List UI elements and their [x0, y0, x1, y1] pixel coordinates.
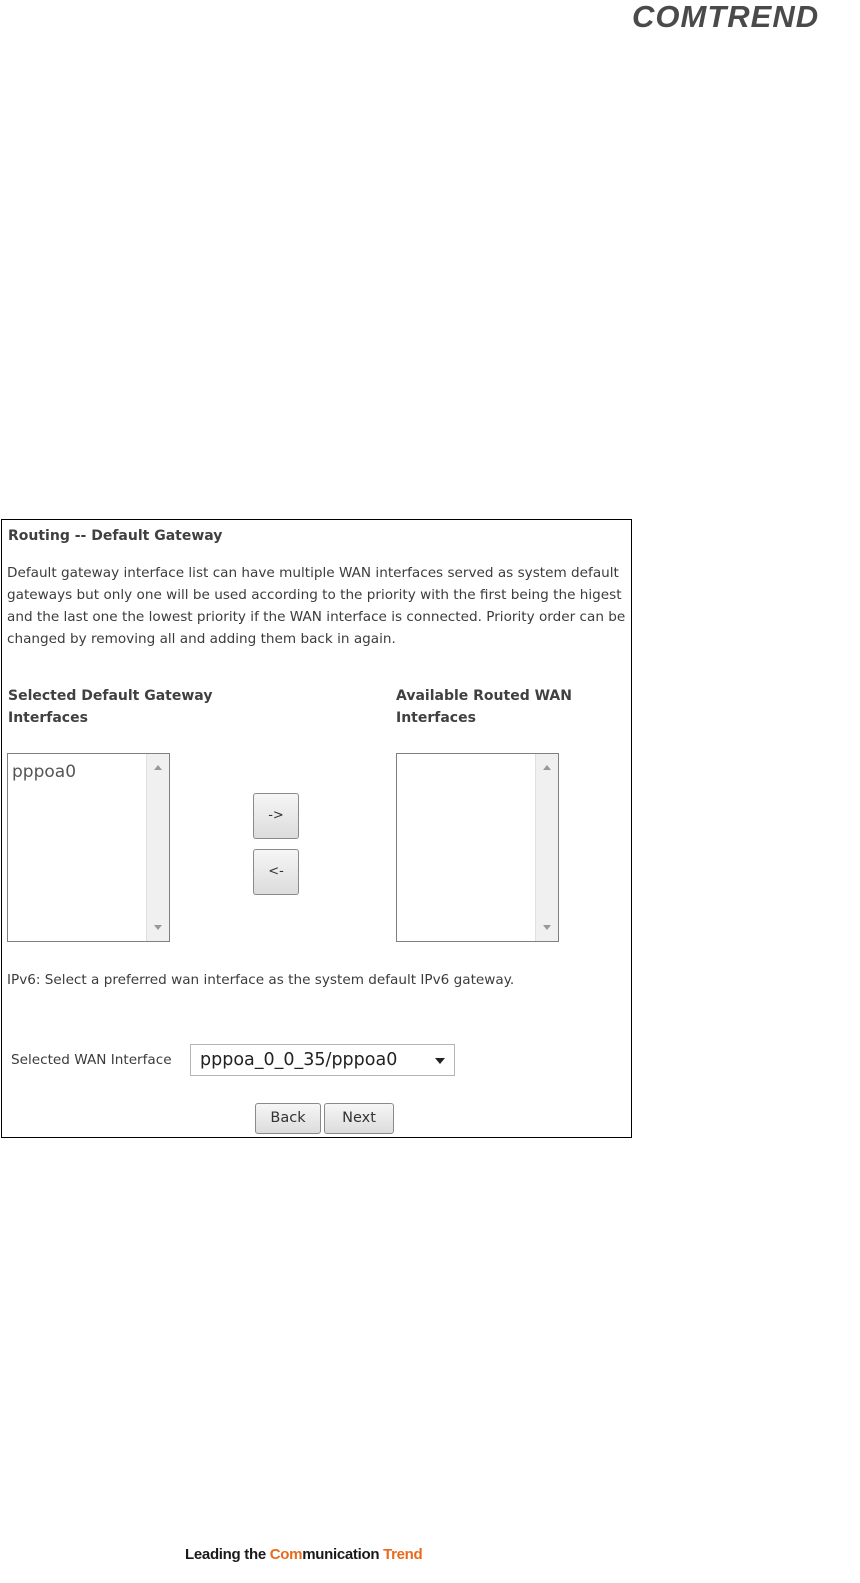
tagline-part1: Leading the — [185, 1546, 270, 1563]
available-heading-line2: Interfaces — [396, 710, 476, 726]
available-heading-line1: Available Routed WAN — [396, 688, 572, 704]
list-item[interactable]: pppoa0 — [12, 762, 77, 782]
back-button[interactable]: Back — [255, 1103, 321, 1134]
available-wan-heading — [396, 685, 572, 729]
scrollbar[interactable] — [146, 754, 169, 941]
chevron-down-icon — [435, 1058, 445, 1064]
scrollbar[interactable] — [535, 754, 558, 941]
wan-interface-value: pppoa_0_0_35/pppoa0 — [200, 1050, 398, 1070]
selected-heading-line2: Interfaces — [8, 710, 88, 726]
footer-tagline — [185, 1546, 422, 1563]
tagline-part3: munication — [302, 1546, 384, 1563]
scroll-down-arrow-icon[interactable] — [154, 925, 162, 930]
page-title: Routing -- Default Gateway — [8, 528, 223, 544]
scroll-up-arrow-icon[interactable] — [154, 765, 162, 770]
comtrend-logo: COMTREND — [632, 0, 820, 34]
scroll-down-arrow-icon[interactable] — [543, 925, 551, 930]
selected-wan-interface-label: Selected WAN Interface — [11, 1052, 172, 1068]
selected-heading-line1: Selected Default Gateway — [8, 688, 213, 704]
selected-gateway-heading — [8, 685, 212, 729]
scroll-up-arrow-icon[interactable] — [543, 765, 551, 770]
available-wan-listbox[interactable] — [396, 753, 559, 942]
next-button[interactable]: Next — [324, 1103, 394, 1134]
tagline-part2: Com — [269, 1546, 303, 1563]
ipv6-instruction: IPv6: Select a preferred wan interface as the system default IPv6 gateway. — [7, 972, 515, 988]
description-text: Default gateway interface list can have multiple WAN interfaces served as system default gateways but only one will be used according to the priority with the first being the higest and the last one the lowest priority if the WAN interface is connected. Priority order can be changed by removing all and adding them back in again. — [7, 565, 626, 647]
selected-gateway-listbox[interactable] — [7, 753, 170, 942]
move-right-button[interactable]: -> — [253, 793, 299, 839]
tagline-part4: Trend — [383, 1546, 423, 1563]
move-left-button[interactable]: <- — [253, 849, 299, 895]
default-gateway-panel — [1, 519, 632, 1138]
wan-interface-select[interactable] — [190, 1044, 455, 1076]
